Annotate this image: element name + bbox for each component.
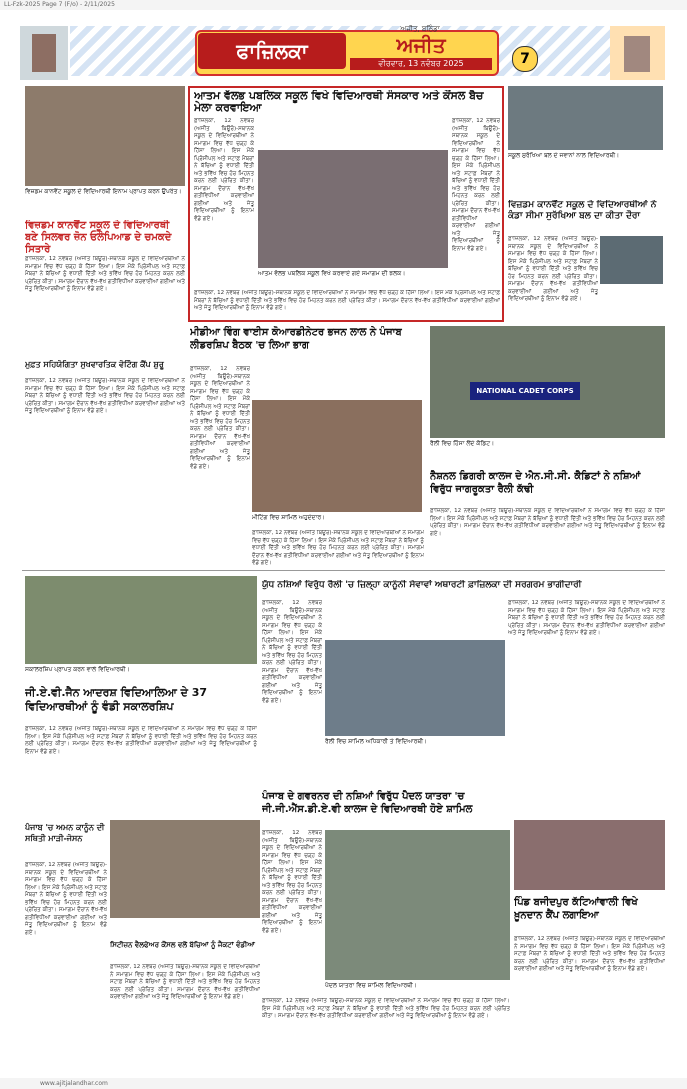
masthead-title-left: ਫਾਜ਼ਿਲਕਾ [198, 33, 346, 69]
story2-body: ਫ਼ਾਜ਼ਿਲਕਾ, 12 ਨਵੰਬਰ (ਅਜੀਤ ਬਿਊਰੋ)-ਸਥਾਨਕ ਸਕੂਲ ਦੇ ਵਿਦਿਆਰਥੀਆਂ ਨੇ ਸਮਾਗਮ ਵਿਚ ਵੱਧ ਚੜ੍ਹ ਕੇ ਹਿੱਸਾ ਲਿਆ। ਇਸ ਮੌਕੇ ਪ੍ਰਿੰਸੀਪਲ ਅਤੇ ਸਟਾਫ਼ ਮੈਂਬਰਾਂ ਨੇ ਬੱਚਿਆਂ ਨੂੰ ਵਧਾਈ ਦਿੱਤੀ ਅਤੇ ਭਵਿੱਖ ਵਿਚ ਹੋਰ ਮਿਹਨਤ ਕਰਨ ਲਈ ਪ੍ਰੇਰਿਤ ਕੀਤਾ। ਸਮਾਗਮ ਦੌਰਾਨ ਵੱਖ-ਵੱਖ ਗਤੀਵਿਧੀਆਂ ਕਰਵਾਈਆਂ ਗਈਆਂ ਅਤੇ ਜੇਤੂ ਵਿਦਿਆਰਥੀਆਂ ਨੂੰ ਇਨਾਮ ਵੰਡੇ ਗਏ। [194, 118, 254, 222]
masthead-title-right: ਅਜੀਤ [396, 33, 446, 57]
story2-body-right: ਫ਼ਾਜ਼ਿਲਕਾ, 12 ਨਵੰਬਰ (ਅਜੀਤ ਬਿਊਰੋ)-ਸਥਾਨਕ ਸਕੂਲ ਦੇ ਵਿਦਿਆਰਥੀਆਂ ਨੇ ਸਮਾਗਮ ਵਿਚ ਵੱਧ ਚੜ੍ਹ ਕੇ ਹਿੱਸਾ ਲਿਆ। ਇਸ ਮੌਕੇ ਪ੍ਰਿੰਸੀਪਲ ਅਤੇ ਸਟਾਫ਼ ਮੈਂਬਰਾਂ ਨੇ ਬੱਚਿਆਂ ਨੂੰ ਵਧਾਈ ਦਿੱਤੀ ਅਤੇ ਭਵਿੱਖ ਵਿਚ ਹੋਰ ਮਿਹਨਤ ਕਰਨ ਲਈ ਪ੍ਰੇਰਿਤ ਕੀਤਾ। ਸਮਾਗਮ ਦੌਰਾਨ ਵੱਖ-ਵੱਖ ਗਤੀਵਿਧੀਆਂ ਕਰਵਾਈਆਂ ਗਈਆਂ ਅਤੇ ਜੇਤੂ ਵਿਦਿਆਰਥੀਆਂ ਨੂੰ ਇਨਾਮ ਵੰਡੇ ਗਏ। [452, 118, 500, 252]
ncc-banner: NATIONAL CADET CORPS [470, 382, 580, 400]
story1-headline: ਵਿਜ਼ਡਮ ਕਾਨਵੈਂਟ ਸਕੂਲ ਦੇ ਵਿਦਿਆਰਥੀ ਬਣੇ ਸਿਲਵਰ ਜ਼ੋਨ ਓਲੰਪਿਆਡ ਦੇ ਚਮਕਦੇ ਸਿਤਾਰੇ [25, 220, 172, 254]
story3-caption: ਸਕੂਲ ਸੁਰੱਖਿਆ ਬਲ ਦੇ ਜਵਾਨਾਂ ਨਾਲ ਵਿਦਿਆਰਥੀ। [508, 152, 620, 159]
clock-tower-icon [20, 26, 68, 80]
story9-body: ਫ਼ਾਜ਼ਿਲਕਾ, 12 ਨਵੰਬਰ (ਅਜੀਤ ਬਿਊਰੋ)-ਸਥਾਨਕ ਸਕੂਲ ਦੇ ਵਿਦਿਆਰਥੀਆਂ ਨੇ ਸਮਾਗਮ ਵਿਚ ਵੱਧ ਚੜ੍ਹ ਕੇ ਹਿੱਸਾ ਲਿਆ। ਇਸ ਮੌਕੇ ਪ੍ਰਿੰਸੀਪਲ ਅਤੇ ਸਟਾਫ਼ ਮੈਂਬਰਾਂ ਨੇ ਬੱਚਿਆਂ ਨੂੰ ਵਧਾਈ ਦਿੱਤੀ ਅਤੇ ਭਵਿੱਖ ਵਿਚ ਹੋਰ ਮਿਹਨਤ ਕਰਨ ਲਈ ਪ੍ਰੇਰਿਤ ਕੀਤਾ। ਸਮਾਗਮ ਦੌਰਾਨ ਵੱਖ-ਵੱਖ ਗਤੀਵਿਧੀਆਂ ਕਰਵਾਈਆਂ ਗਈਆਂ ਅਤੇ ਜੇਤੂ ਵਿਦਿਆਰਥੀਆਂ ਨੂੰ ਇਨਾਮ ਵੰਡੇ ਗਏ। [25, 862, 107, 936]
story1-caption: ਵਿਜ਼ਡਮ ਕਾਨਵੈਂਟ ਸਕੂਲ ਦੇ ਵਿਦਿਆਰਥੀ ਇਨਾਮ ਪ੍ਰਾਪਤ ਕਰਨ ਉਪਰੰਤ। [25, 188, 182, 195]
story8-body-right: ਫ਼ਾਜ਼ਿਲਕਾ, 12 ਨਵੰਬਰ (ਅਜੀਤ ਬਿਊਰੋ)-ਸਥਾਨਕ ਸਕੂਲ ਦੇ ਵਿਦਿਆਰਥੀਆਂ ਨੇ ਸਮਾਗਮ ਵਿਚ ਵੱਧ ਚੜ੍ਹ ਕੇ ਹਿੱਸਾ ਲਿਆ। ਇਸ ਮੌਕੇ ਪ੍ਰਿੰਸੀਪਲ ਅਤੇ ਸਟਾਫ਼ ਮੈਂਬਰਾਂ ਨੇ ਬੱਚਿਆਂ ਨੂੰ ਵਧਾਈ ਦਿੱਤੀ ਅਤੇ ਭਵਿੱਖ ਵਿਚ ਹੋਰ ਮਿਹਨਤ ਕਰਨ ਲਈ ਪ੍ਰੇਰਿਤ ਕੀਤਾ। ਸਮਾਗਮ ਦੌਰਾਨ ਵੱਖ-ਵੱਖ ਗਤੀਵਿਧੀਆਂ ਕਰਵਾਈਆਂ ਗਈਆਂ ਅਤੇ ਜੇਤੂ ਵਿਦਿਆਰਥੀਆਂ ਨੂੰ ਇਨਾਮ ਵੰਡੇ ਗਏ। [508, 600, 665, 636]
story1-body: ਫ਼ਾਜ਼ਿਲਕਾ, 12 ਨਵੰਬਰ (ਅਜੀਤ ਬਿਊਰੋ)-ਸਥਾਨਕ ਸਕੂਲ ਦੇ ਵਿਦਿਆਰਥੀਆਂ ਨੇ ਸਮਾਗਮ ਵਿਚ ਵੱਧ ਚੜ੍ਹ ਕੇ ਹਿੱਸਾ ਲਿਆ। ਇਸ ਮੌਕੇ ਪ੍ਰਿੰਸੀਪਲ ਅਤੇ ਸਟਾਫ਼ ਮੈਂਬਰਾਂ ਨੇ ਬੱਚਿਆਂ ਨੂੰ ਵਧਾਈ ਦਿੱਤੀ ਅਤੇ ਭਵਿੱਖ ਵਿਚ ਹੋਰ ਮਿਹਨਤ ਕਰਨ ਲਈ ਪ੍ਰੇਰਿਤ ਕੀਤਾ। ਸਮਾਗਮ ਦੌਰਾਨ ਵੱਖ-ਵੱਖ ਗਤੀਵਿਧੀਆਂ ਕਰਵਾਈਆਂ ਗਈਆਂ ਅਤੇ ਜੇਤੂ ਵਿਦਿਆਰਥੀਆਂ ਨੂੰ ਇਨਾਮ ਵੰਡੇ ਗਏ। [25, 256, 185, 292]
story12-headline: ਪਿੰਡ ਬਜੀਦਪੁਰ ਕੱਟਿਆਂਵਾਲੀ ਵਿਖੇ ਖ਼ੂਨਦਾਨ ਕੈਂਪ ਲਗਾਇਆ [514, 897, 638, 921]
story6-headline: ਨੈਸ਼ਨਲ ਡਿਗਰੀ ਕਾਲਜ ਦੇ ਐਨ.ਸੀ.ਸੀ. ਕੈਡਿਟਾਂ ਨੇ ਨਸ਼ਿਆਂ ਵਿਰੁੱਧ ਜਾਗਰੂਕਤਾ ਰੈਲੀ ਕੱਢੀ [430, 471, 641, 495]
story3-headline: ਵਿਜ਼ਡਮ ਕਾਨਵੈਂਟ ਸਕੂਲ ਦੇ ਵਿਦਿਆਰਥੀਆਂ ਨੇ ਕੰਡਾ ਸੀਮਾ ਸੁਰੱਖਿਆ ਬਲ ਦਾ ਕੀਤਾ ਦੌਰਾ [508, 200, 657, 221]
story8-caption: ਰੈਲੀ ਵਿਚ ਸ਼ਾਮਿਲ ਅਧਿਕਾਰੀ ਤੇ ਵਿਦਿਆਰਥੀ। [325, 738, 428, 745]
story4-headline: ਮੁਫ਼ਤ ਸਹਿਯੋਗਿਤਾ ਸੁਖਵਾਰਤਿਕ ਵੋਟਿੰਗ ਕੈਂਪ ਸ਼ੁਰੂ [25, 360, 164, 369]
story10-headline: ਸਿਟੀਜ਼ਨ ਵੈਲਫੇਅਰ ਕੌਂਸਲ ਵਲੋਂ ਬੱਚਿਆਂ ਨੂੰ ਜੈਕਟਾਂ ਵੰਡੀਆਂ [110, 941, 255, 949]
story11-body-bottom: ਫ਼ਾਜ਼ਿਲਕਾ, 12 ਨਵੰਬਰ (ਅਜੀਤ ਬਿਊਰੋ)-ਸਥਾਨਕ ਸਕੂਲ ਦੇ ਵਿਦਿਆਰਥੀਆਂ ਨੇ ਸਮਾਗਮ ਵਿਚ ਵੱਧ ਚੜ੍ਹ ਕੇ ਹਿੱਸਾ ਲਿਆ। ਇਸ ਮੌਕੇ ਪ੍ਰਿੰਸੀਪਲ ਅਤੇ ਸਟਾਫ਼ ਮੈਂਬਰਾਂ ਨੇ ਬੱਚਿਆਂ ਨੂੰ ਵਧਾਈ ਦਿੱਤੀ ਅਤੇ ਭਵਿੱਖ ਵਿਚ ਹੋਰ ਮਿਹਨਤ ਕਰਨ ਲਈ ਪ੍ਰੇਰਿਤ ਕੀਤਾ। ਸਮਾਗਮ ਦੌਰਾਨ ਵੱਖ-ਵੱਖ ਗਤੀਵਿਧੀਆਂ ਕਰਵਾਈਆਂ ਗਈਆਂ ਅਤੇ ਜੇਤੂ ਵਿਦਿਆਰਥੀਆਂ ਨੂੰ ਇਨਾਮ ਵੰਡੇ ਗਏ। [262, 998, 510, 1019]
story3-body: ਫ਼ਾਜ਼ਿਲਕਾ, 12 ਨਵੰਬਰ (ਅਜੀਤ ਬਿਊਰੋ)-ਸਥਾਨਕ ਸਕੂਲ ਦੇ ਵਿਦਿਆਰਥੀਆਂ ਨੇ ਸਮਾਗਮ ਵਿਚ ਵੱਧ ਚੜ੍ਹ ਕੇ ਹਿੱਸਾ ਲਿਆ। ਇਸ ਮੌਕੇ ਪ੍ਰਿੰਸੀਪਲ ਅਤੇ ਸਟਾਫ਼ ਮੈਂਬਰਾਂ ਨੇ ਬੱਚਿਆਂ ਨੂੰ ਵਧਾਈ ਦਿੱਤੀ ਅਤੇ ਭਵਿੱਖ ਵਿਚ ਹੋਰ ਮਿਹਨਤ ਕਰਨ ਲਈ ਪ੍ਰੇਰਿਤ ਕੀਤਾ। ਸਮਾਗਮ ਦੌਰਾਨ ਵੱਖ-ਵੱਖ ਗਤੀਵਿਧੀਆਂ ਕਰਵਾਈਆਂ ਗਈਆਂ ਅਤੇ ਜੇਤੂ ਵਿਦਿਆਰਥੀਆਂ ਨੂੰ ਇਨਾਮ ਵੰਡੇ ਗਏ। [508, 236, 598, 302]
story1-photo [25, 86, 185, 186]
story10-photo [110, 820, 260, 918]
story10-body: ਫ਼ਾਜ਼ਿਲਕਾ, 12 ਨਵੰਬਰ (ਅਜੀਤ ਬਿਊਰੋ)-ਸਥਾਨਕ ਸਕੂਲ ਦੇ ਵਿਦਿਆਰਥੀਆਂ ਨੇ ਸਮਾਗਮ ਵਿਚ ਵੱਧ ਚੜ੍ਹ ਕੇ ਹਿੱਸਾ ਲਿਆ। ਇਸ ਮੌਕੇ ਪ੍ਰਿੰਸੀਪਲ ਅਤੇ ਸਟਾਫ਼ ਮੈਂਬਰਾਂ ਨੇ ਬੱਚਿਆਂ ਨੂੰ ਵਧਾਈ ਦਿੱਤੀ ਅਤੇ ਭਵਿੱਖ ਵਿਚ ਹੋਰ ਮਿਹਨਤ ਕਰਨ ਲਈ ਪ੍ਰੇਰਿਤ ਕੀਤਾ। ਸਮਾਗਮ ਦੌਰਾਨ ਵੱਖ-ਵੱਖ ਗਤੀਵਿਧੀਆਂ ਕਰਵਾਈਆਂ ਗਈਆਂ ਅਤੇ ਜੇਤੂ ਵਿਦਿਆਰਥੀਆਂ ਨੂੰ ਇਨਾਮ ਵੰਡੇ ਗਏ। [110, 964, 260, 1000]
story2-headline: ਆਤਮ ਵੱਲਭ ਪਬਲਿਕ ਸਕੂਲ ਵਿਖੇ ਵਿਦਿਆਰਥੀ ਸੰਸਕਾਰ ਅਤੇ ਕੌਂਸਲ ਬੈਚ ਮੇਲਾ ਕਰਵਾਇਆ [194, 90, 484, 114]
fort-icon [610, 26, 665, 80]
story12-photo [514, 820, 665, 890]
story9-headline: ਪੰਜਾਬ 'ਚ ਅਮਨ ਕਾਨੂੰਨ ਦੀ ਸਥਿਤੀ ਮਾੜੀ-ਜੋਸਨ [25, 823, 105, 843]
story11-photo [325, 830, 510, 980]
story11-body: ਫ਼ਾਜ਼ਿਲਕਾ, 12 ਨਵੰਬਰ (ਅਜੀਤ ਬਿਊਰੋ)-ਸਥਾਨਕ ਸਕੂਲ ਦੇ ਵਿਦਿਆਰਥੀਆਂ ਨੇ ਸਮਾਗਮ ਵਿਚ ਵੱਧ ਚੜ੍ਹ ਕੇ ਹਿੱਸਾ ਲਿਆ। ਇਸ ਮੌਕੇ ਪ੍ਰਿੰਸੀਪਲ ਅਤੇ ਸਟਾਫ਼ ਮੈਂਬਰਾਂ ਨੇ ਬੱਚਿਆਂ ਨੂੰ ਵਧਾਈ ਦਿੱਤੀ ਅਤੇ ਭਵਿੱਖ ਵਿਚ ਹੋਰ ਮਿਹਨਤ ਕਰਨ ਲਈ ਪ੍ਰੇਰਿਤ ਕੀਤਾ। ਸਮਾਗਮ ਦੌਰਾਨ ਵੱਖ-ਵੱਖ ਗਤੀਵਿਧੀਆਂ ਕਰਵਾਈਆਂ ਗਈਆਂ ਅਤੇ ਜੇਤੂ ਵਿਦਿਆਰਥੀਆਂ ਨੂੰ ਇਨਾਮ ਵੰਡੇ ਗਏ। [262, 830, 322, 934]
story3-photo-small [600, 236, 663, 284]
story5-photo [252, 400, 422, 512]
story7-body: ਫ਼ਾਜ਼ਿਲਕਾ, 12 ਨਵੰਬਰ (ਅਜੀਤ ਬਿਊਰੋ)-ਸਥਾਨਕ ਸਕੂਲ ਦੇ ਵਿਦਿਆਰਥੀਆਂ ਨੇ ਸਮਾਗਮ ਵਿਚ ਵੱਧ ਚੜ੍ਹ ਕੇ ਹਿੱਸਾ ਲਿਆ। ਇਸ ਮੌਕੇ ਪ੍ਰਿੰਸੀਪਲ ਅਤੇ ਸਟਾਫ਼ ਮੈਂਬਰਾਂ ਨੇ ਬੱਚਿਆਂ ਨੂੰ ਵਧਾਈ ਦਿੱਤੀ ਅਤੇ ਭਵਿੱਖ ਵਿਚ ਹੋਰ ਮਿਹਨਤ ਕਰਨ ਲਈ ਪ੍ਰੇਰਿਤ ਕੀਤਾ। ਸਮਾਗਮ ਦੌਰਾਨ ਵੱਖ-ਵੱਖ ਗਤੀਵਿਧੀਆਂ ਕਰਵਾਈਆਂ ਗਈਆਂ ਅਤੇ ਜੇਤੂ ਵਿਦਿਆਰਥੀਆਂ ਨੂੰ ਇਨਾਮ ਵੰਡੇ ਗਏ। [25, 726, 257, 755]
page-number: 7 [512, 46, 538, 72]
story8-body: ਫ਼ਾਜ਼ਿਲਕਾ, 12 ਨਵੰਬਰ (ਅਜੀਤ ਬਿਊਰੋ)-ਸਥਾਨਕ ਸਕੂਲ ਦੇ ਵਿਦਿਆਰਥੀਆਂ ਨੇ ਸਮਾਗਮ ਵਿਚ ਵੱਧ ਚੜ੍ਹ ਕੇ ਹਿੱਸਾ ਲਿਆ। ਇਸ ਮੌਕੇ ਪ੍ਰਿੰਸੀਪਲ ਅਤੇ ਸਟਾਫ਼ ਮੈਂਬਰਾਂ ਨੇ ਬੱਚਿਆਂ ਨੂੰ ਵਧਾਈ ਦਿੱਤੀ ਅਤੇ ਭਵਿੱਖ ਵਿਚ ਹੋਰ ਮਿਹਨਤ ਕਰਨ ਲਈ ਪ੍ਰੇਰਿਤ ਕੀਤਾ। ਸਮਾਗਮ ਦੌਰਾਨ ਵੱਖ-ਵੱਖ ਗਤੀਵਿਧੀਆਂ ਕਰਵਾਈਆਂ ਗਈਆਂ ਅਤੇ ਜੇਤੂ ਵਿਦਿਆਰਥੀਆਂ ਨੂੰ ਇਨਾਮ ਵੰਡੇ ਗਏ। [262, 600, 322, 704]
story11-headline: ਪੰਜਾਬ ਦੇ ਗਵਰਨਰ ਦੀ ਨਸ਼ਿਆਂ ਵਿਰੁੱਧ ਪੈਦਲ ਯਾਤਰਾ 'ਚ ਜੀ.ਜੀ.ਐੱਸ.ਡੀ.ਏ.ਵੀ ਕਾਲਜ ਦੇ ਵਿਦਿਆਰਥੀ ਹੋਏ ਸ਼ਾਮਿਲ [262, 791, 473, 815]
story3-photo [508, 86, 663, 150]
story11-caption: ਪੈਦਲ ਯਾਤਰਾ ਵਿਚ ਸ਼ਾਮਿਲ ਵਿਦਿਆਰਥੀ। [325, 982, 417, 989]
story4-body: ਫ਼ਾਜ਼ਿਲਕਾ, 12 ਨਵੰਬਰ (ਅਜੀਤ ਬਿਊਰੋ)-ਸਥਾਨਕ ਸਕੂਲ ਦੇ ਵਿਦਿਆਰਥੀਆਂ ਨੇ ਸਮਾਗਮ ਵਿਚ ਵੱਧ ਚੜ੍ਹ ਕੇ ਹਿੱਸਾ ਲਿਆ। ਇਸ ਮੌਕੇ ਪ੍ਰਿੰਸੀਪਲ ਅਤੇ ਸਟਾਫ਼ ਮੈਂਬਰਾਂ ਨੇ ਬੱਚਿਆਂ ਨੂੰ ਵਧਾਈ ਦਿੱਤੀ ਅਤੇ ਭਵਿੱਖ ਵਿਚ ਹੋਰ ਮਿਹਨਤ ਕਰਨ ਲਈ ਪ੍ਰੇਰਿਤ ਕੀਤਾ। ਸਮਾਗਮ ਦੌਰਾਨ ਵੱਖ-ਵੱਖ ਗਤੀਵਿਧੀਆਂ ਕਰਵਾਈਆਂ ਗਈਆਂ ਅਤੇ ਜੇਤੂ ਵਿਦਿਆਰਥੀਆਂ ਨੂੰ ਇਨਾਮ ਵੰਡੇ ਗਏ। [25, 378, 185, 414]
story2-photo [258, 150, 448, 268]
story5-body-bottom: ਫ਼ਾਜ਼ਿਲਕਾ, 12 ਨਵੰਬਰ (ਅਜੀਤ ਬਿਊਰੋ)-ਸਥਾਨਕ ਸਕੂਲ ਦੇ ਵਿਦਿਆਰਥੀਆਂ ਨੇ ਸਮਾਗਮ ਵਿਚ ਵੱਧ ਚੜ੍ਹ ਕੇ ਹਿੱਸਾ ਲਿਆ। ਇਸ ਮੌਕੇ ਪ੍ਰਿੰਸੀਪਲ ਅਤੇ ਸਟਾਫ਼ ਮੈਂਬਰਾਂ ਨੇ ਬੱਚਿਆਂ ਨੂੰ ਵਧਾਈ ਦਿੱਤੀ ਅਤੇ ਭਵਿੱਖ ਵਿਚ ਹੋਰ ਮਿਹਨਤ ਕਰਨ ਲਈ ਪ੍ਰੇਰਿਤ ਕੀਤਾ। ਸਮਾਗਮ ਦੌਰਾਨ ਵੱਖ-ਵੱਖ ਗਤੀਵਿਧੀਆਂ ਕਰਵਾਈਆਂ ਗਈਆਂ ਅਤੇ ਜੇਤੂ ਵਿਦਿਆਰਥੀਆਂ ਨੂੰ ਇਨਾਮ ਵੰਡੇ ਗਏ। [252, 530, 424, 566]
story5-caption: ਮੀਟਿੰਗ ਵਿਚ ਸ਼ਾਮਿਲ ਅਹੁਦੇਦਾਰ। [252, 514, 326, 521]
story2-body-bottom: ਫ਼ਾਜ਼ਿਲਕਾ, 12 ਨਵੰਬਰ (ਅਜੀਤ ਬਿਊਰੋ)-ਸਥਾਨਕ ਸਕੂਲ ਦੇ ਵਿਦਿਆਰਥੀਆਂ ਨੇ ਸਮਾਗਮ ਵਿਚ ਵੱਧ ਚੜ੍ਹ ਕੇ ਹਿੱਸਾ ਲਿਆ। ਇਸ ਮੌਕੇ ਪ੍ਰਿੰਸੀਪਲ ਅਤੇ ਸਟਾਫ਼ ਮੈਂਬਰਾਂ ਨੇ ਬੱਚਿਆਂ ਨੂੰ ਵਧਾਈ ਦਿੱਤੀ ਅਤੇ ਭਵਿੱਖ ਵਿਚ ਹੋਰ ਮਿਹਨਤ ਕਰਨ ਲਈ ਪ੍ਰੇਰਿਤ ਕੀਤਾ। ਸਮਾਗਮ ਦੌਰਾਨ ਵੱਖ-ਵੱਖ ਗਤੀਵਿਧੀਆਂ ਕਰਵਾਈਆਂ ਗਈਆਂ ਅਤੇ ਜੇਤੂ ਵਿਦਿਆਰਥੀਆਂ ਨੂੰ ਇਨਾਮ ਵੰਡੇ ਗਏ। [194, 290, 500, 311]
story12-body: ਫ਼ਾਜ਼ਿਲਕਾ, 12 ਨਵੰਬਰ (ਅਜੀਤ ਬਿਊਰੋ)-ਸਥਾਨਕ ਸਕੂਲ ਦੇ ਵਿਦਿਆਰਥੀਆਂ ਨੇ ਸਮਾਗਮ ਵਿਚ ਵੱਧ ਚੜ੍ਹ ਕੇ ਹਿੱਸਾ ਲਿਆ। ਇਸ ਮੌਕੇ ਪ੍ਰਿੰਸੀਪਲ ਅਤੇ ਸਟਾਫ਼ ਮੈਂਬਰਾਂ ਨੇ ਬੱਚਿਆਂ ਨੂੰ ਵਧਾਈ ਦਿੱਤੀ ਅਤੇ ਭਵਿੱਖ ਵਿਚ ਹੋਰ ਮਿਹਨਤ ਕਰਨ ਲਈ ਪ੍ਰੇਰਿਤ ਕੀਤਾ। ਸਮਾਗਮ ਦੌਰਾਨ ਵੱਖ-ਵੱਖ ਗਤੀਵਿਧੀਆਂ ਕਰਵਾਈਆਂ ਗਈਆਂ ਅਤੇ ਜੇਤੂ ਵਿਦਿਆਰਥੀਆਂ ਨੂੰ ਇਨਾਮ ਵੰਡੇ ਗਏ। [514, 936, 665, 972]
print-slug: LL-Fzk-2025 Page 7 (F/o) - 2/11/2025 [0, 0, 687, 10]
story8-headline: ਯੁੱਧ ਨਸ਼ਿਆਂ ਵਿਰੁੱਧ ਰੈਲੀ 'ਚ ਜ਼ਿਲ੍ਹਾ ਕਾਨੂੰਨੀ ਸੇਵਾਵਾਂ ਅਥਾਰਟੀ ਫ਼ਾਜ਼ਿਲਕਾ ਦੀ ਸਰਗਰਮ ਭਾਗੀਦਾਰੀ [262, 580, 582, 590]
story5-headline: ਮੀਡੀਆ ਵਿੰਗ ਵਾਈਸ ਕੋਆਰਡੀਨੇਟਰ ਭਜਨ ਲਾਲ ਨੇ ਪੰਜਾਬ ਲੀਡਰਸ਼ਿਪ ਬੈਠਕ 'ਚ ਲਿਆ ਭਾਗ [190, 327, 402, 351]
story8-photo [325, 640, 505, 736]
story7-headline: ਜੀ.ਏ.ਵੀ.ਜੈਨ ਆਦਰਸ਼ ਵਿਦਿਆਲਿਆ ਦੇ 37 ਵਿਦਿਆਰਥੀਆਂ ਨੂੰ ਵੰਡੀ ਸਕਾਲਰਸ਼ਿਪ [25, 686, 208, 713]
masthead-edition: ਅਜੀਤ, ਬਠਿੰਡਾ [400, 25, 440, 33]
footer: www.ajitjalandhar.com [0, 1078, 687, 1089]
divider [22, 570, 665, 571]
story5-body: ਫ਼ਾਜ਼ਿਲਕਾ, 12 ਨਵੰਬਰ (ਅਜੀਤ ਬਿਊਰੋ)-ਸਥਾਨਕ ਸਕੂਲ ਦੇ ਵਿਦਿਆਰਥੀਆਂ ਨੇ ਸਮਾਗਮ ਵਿਚ ਵੱਧ ਚੜ੍ਹ ਕੇ ਹਿੱਸਾ ਲਿਆ। ਇਸ ਮੌਕੇ ਪ੍ਰਿੰਸੀਪਲ ਅਤੇ ਸਟਾਫ਼ ਮੈਂਬਰਾਂ ਨੇ ਬੱਚਿਆਂ ਨੂੰ ਵਧਾਈ ਦਿੱਤੀ ਅਤੇ ਭਵਿੱਖ ਵਿਚ ਹੋਰ ਮਿਹਨਤ ਕਰਨ ਲਈ ਪ੍ਰੇਰਿਤ ਕੀਤਾ। ਸਮਾਗਮ ਦੌਰਾਨ ਵੱਖ-ਵੱਖ ਗਤੀਵਿਧੀਆਂ ਕਰਵਾਈਆਂ ਗਈਆਂ ਅਤੇ ਜੇਤੂ ਵਿਦਿਆਰਥੀਆਂ ਨੂੰ ਇਨਾਮ ਵੰਡੇ ਗਏ। [190, 366, 250, 470]
story6-body: ਫ਼ਾਜ਼ਿਲਕਾ, 12 ਨਵੰਬਰ (ਅਜੀਤ ਬਿਊਰੋ)-ਸਥਾਨਕ ਸਕੂਲ ਦੇ ਵਿਦਿਆਰਥੀਆਂ ਨੇ ਸਮਾਗਮ ਵਿਚ ਵੱਧ ਚੜ੍ਹ ਕੇ ਹਿੱਸਾ ਲਿਆ। ਇਸ ਮੌਕੇ ਪ੍ਰਿੰਸੀਪਲ ਅਤੇ ਸਟਾਫ਼ ਮੈਂਬਰਾਂ ਨੇ ਬੱਚਿਆਂ ਨੂੰ ਵਧਾਈ ਦਿੱਤੀ ਅਤੇ ਭਵਿੱਖ ਵਿਚ ਹੋਰ ਮਿਹਨਤ ਕਰਨ ਲਈ ਪ੍ਰੇਰਿਤ ਕੀਤਾ। ਸਮਾਗਮ ਦੌਰਾਨ ਵੱਖ-ਵੱਖ ਗਤੀਵਿਧੀਆਂ ਕਰਵਾਈਆਂ ਗਈਆਂ ਅਤੇ ਜੇਤੂ ਵਿਦਿਆਰਥੀਆਂ ਨੂੰ ਇਨਾਮ ਵੰਡੇ ਗਏ। [430, 508, 665, 537]
story7-caption: ਸਕਾਲਰਸ਼ਿਪ ਪ੍ਰਾਪਤ ਕਰਨ ਵਾਲੇ ਵਿਦਿਆਰਥੀ। [25, 666, 130, 673]
story2-caption: ਆਤਮ ਵੱਲਭ ਪਬਲਿਕ ਸਕੂਲ ਵਿਖੇ ਕਰਵਾਏ ਗਏ ਸਮਾਗਮ ਦੀ ਝਲਕ। [258, 270, 406, 277]
story7-photo [25, 576, 257, 664]
story6-caption: ਰੈਲੀ ਵਿਚ ਹਿੱਸਾ ਲੈਂਦੇ ਕੈਡਿਟ। [430, 440, 495, 447]
masthead-date: ਵੀਰਵਾਰ, 13 ਨਵੰਬਰ 2025 [350, 58, 492, 70]
